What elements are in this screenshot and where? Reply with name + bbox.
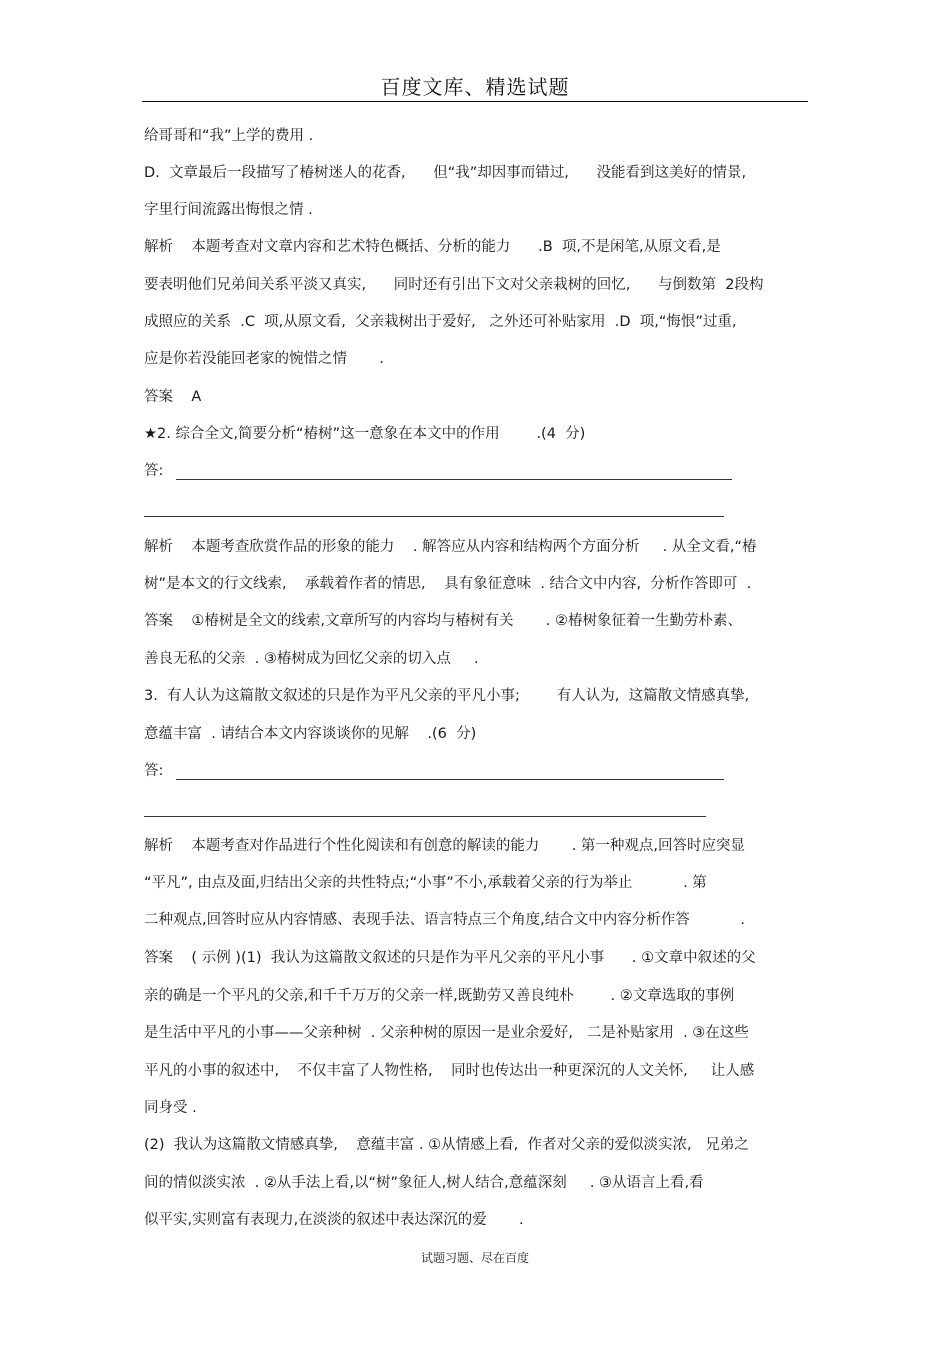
text-line: 二种观点,回答时应从内容情感、表现手法、语言特点三个角度,结合文中内容分析作答 . bbox=[144, 912, 746, 928]
answer-prompt: 答: bbox=[144, 463, 164, 479]
text-line: 答案 ( 示例 )(1) 我认为这篇散文叙述的只是作为平凡父亲的平凡小事 . ①文章中叙述的父 bbox=[144, 950, 756, 966]
text-line: 意蕴丰富 . 请结合本文内容谈谈你的见解 .(6 分) bbox=[144, 726, 477, 742]
answer-label-line: 答案 A bbox=[144, 389, 202, 405]
text-line: 字里行间流露出悔恨之情 . bbox=[144, 202, 313, 218]
text-line: 解析 本题考查欣赏作品的形象的能力 . 解答应从内容和结构两个方面分析 . 从全文看,“椿 bbox=[144, 539, 757, 555]
text-line: 解析 本题考查对文章内容和艺术特色概括、分析的能力 .B 项,不是闲笔,从原文看,是 bbox=[144, 239, 721, 255]
text-line: 间的情似淡实浓 . ②从手法上看,以“树”象征人,树人结合,意蕴深刻 . ③从语言上看,看 bbox=[144, 1175, 704, 1191]
page-footer: 试题习题、尽在百度 bbox=[420, 1251, 529, 1265]
text-line: 要表明他们兄弟间关系平淡又真实, 同时还有引出下文对父亲栽树的回忆, 与倒数第 2段构 bbox=[144, 277, 764, 293]
answer-blank-line bbox=[144, 816, 706, 817]
text-line: 亲的确是一个平凡的父亲,和千千万万的父亲一样,既勤劳又善良纯朴 . ②文章选取的事例 bbox=[144, 988, 735, 1004]
text-line: 应是你若没能回老家的惋惜之情 . bbox=[144, 351, 384, 367]
text-line: 树”是本文的行文线索, 承载着作者的情思, 具有象征意味 . 结合文中内容, 分析作答即可 . bbox=[144, 576, 752, 592]
text-line: 解析 本题考查对作品进行个性化阅读和有创意的解读的能力 . 第一种观点,回答时应突显 bbox=[144, 838, 746, 854]
text-line: (2) 我认为这篇散文情感真挚, 意蕴丰富 . ①从情感上看, 作者对父亲的爱似淡实浓, 兄弟之 bbox=[144, 1137, 749, 1153]
question-2: ★2. 综合全文,简要分析“椿树”这一意象在本文中的作用 .(4 分) bbox=[144, 426, 586, 442]
text-line: 似平实,实则富有表现力,在淡淡的叙述中表达深沉的爱 . bbox=[144, 1212, 524, 1228]
text-line: 成照应的关系 .C 项,从原文看, 父亲栽树出于爱好, 之外还可补贴家用 .D 项,“悔恨”过重, bbox=[144, 314, 737, 330]
answer-blank-line bbox=[144, 516, 724, 517]
text-line: 同身受 . bbox=[144, 1100, 197, 1116]
page-header-title: 百度文库、精选试题 bbox=[380, 75, 570, 99]
text-line: 给哥哥和“我”上学的费用 . bbox=[144, 128, 314, 144]
question-3: 3. 有人认为这篇散文叙述的只是作为平凡父亲的平凡小事; 有人认为, 这篇散文情感真挚, bbox=[144, 688, 750, 704]
answer-blank-line bbox=[176, 779, 724, 780]
text-line: 平凡的小事的叙述中, 不仅丰富了人物性格, 同时也传达出一种更深沉的人文关怀, 让人感 bbox=[144, 1063, 755, 1079]
answer-blank-line bbox=[176, 479, 732, 480]
text-line: 是生活中平凡的小事——父亲种树 . 父亲种树的原因一是业余爱好, 二是补贴家用 . ③在这些 bbox=[144, 1025, 749, 1041]
answer-prompt: 答: bbox=[144, 763, 164, 779]
text-line: D. 文章最后一段描写了椿树迷人的花香, 但“我”却因事而错过, 没能看到这美好的情景, bbox=[144, 165, 747, 181]
header-divider bbox=[142, 101, 808, 102]
text-line: 善良无私的父亲 . ③椿树成为回忆父亲的切入点 . bbox=[144, 651, 479, 667]
text-line: “平凡”, 由点及面,归结出父亲的共性特点;“小事”不小,承载着父亲的行为举止 . 第 bbox=[144, 875, 707, 891]
text-line: 答案 ①椿树是全文的线索,文章所写的内容均与椿树有关 . ②椿树象征着一生勤劳朴素、 bbox=[144, 613, 743, 629]
